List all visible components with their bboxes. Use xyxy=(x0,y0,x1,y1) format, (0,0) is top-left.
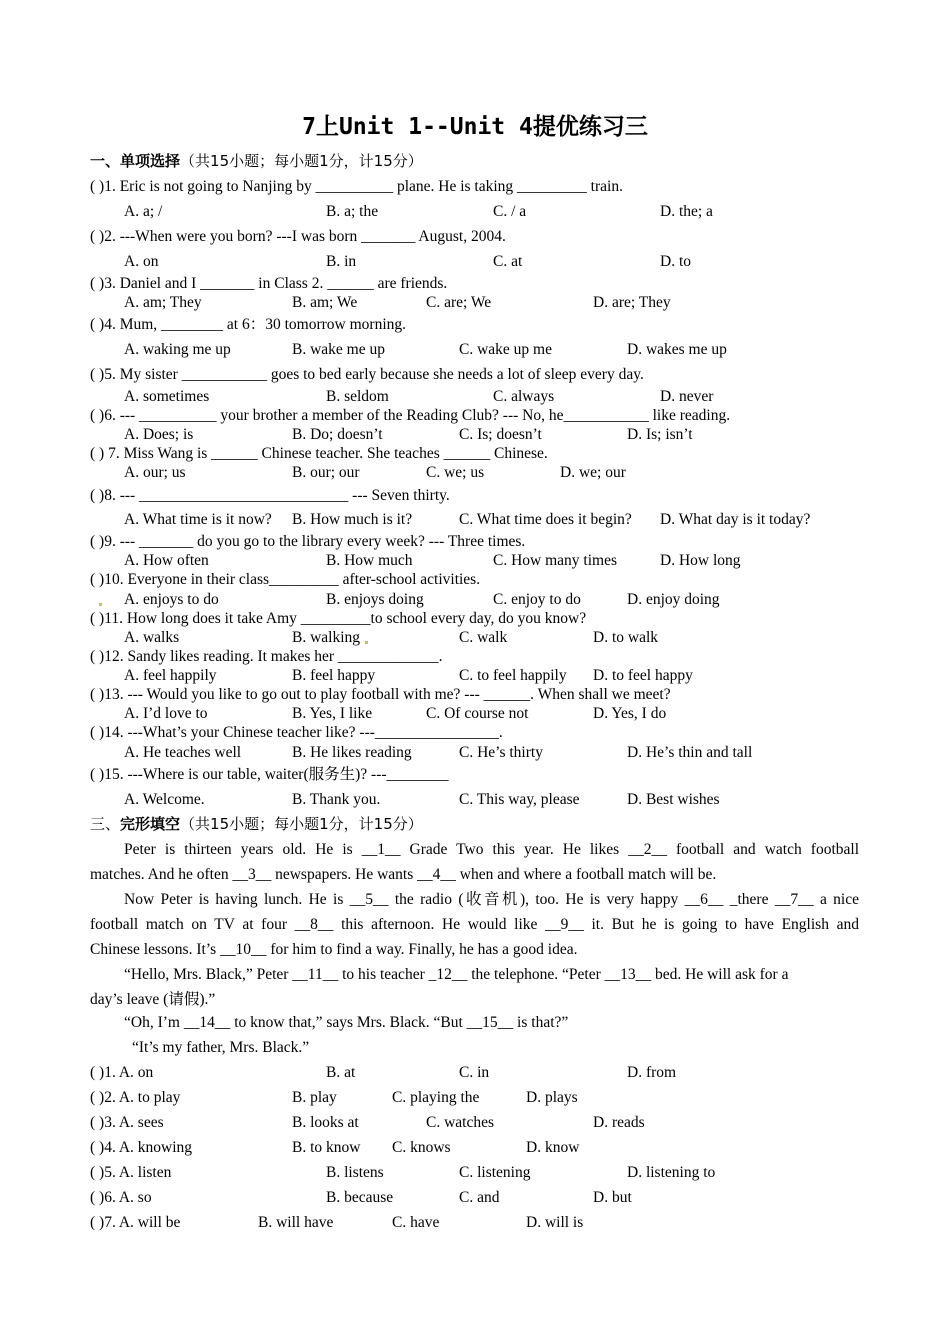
question-1-option-d[interactable]: D. the; a xyxy=(660,203,713,220)
question-11-option-a[interactable]: A. walks xyxy=(124,629,180,646)
question-15-option-b[interactable]: B. Thank you. xyxy=(292,791,381,808)
question-10-option-b[interactable]: B. enjoys doing xyxy=(326,591,424,608)
cloze-7-option-d[interactable]: D. will is xyxy=(526,1214,584,1231)
question-1-option-a[interactable]: A. a; / xyxy=(124,203,163,220)
question-8-option-b[interactable]: B. How much is it? xyxy=(292,511,413,528)
cloze-3-option-c[interactable]: C. watches xyxy=(426,1114,495,1131)
cloze-4-stem[interactable]: ( )4. A. knowing xyxy=(90,1139,193,1156)
stray-mark xyxy=(365,641,368,644)
question-3-option-b[interactable]: B. am; We xyxy=(292,294,358,311)
section-1-heading xyxy=(90,151,423,171)
question-9-option-d[interactable]: D. How long xyxy=(660,552,741,569)
cloze-7-stem[interactable]: ( )7. A. will be xyxy=(90,1214,181,1231)
cloze-4-option-c[interactable]: C. knows xyxy=(392,1139,451,1156)
question-9-stem: ( )9. --- _______ do you go to the library every week? --- Three times. xyxy=(90,533,526,550)
passage-paragraph-1 xyxy=(90,837,859,887)
section-1-number: 一、 xyxy=(90,152,121,170)
question-2-option-c[interactable]: C. at xyxy=(493,253,523,270)
question-12-stem: ( )12. Sandy likes reading. It makes her _____________. xyxy=(90,648,443,665)
question-1-stem: ( )1. Eric is not going to Nanjing by __________ plane. He is taking _________ train. xyxy=(90,178,623,195)
question-8-option-a[interactable]: A. What time is it now? xyxy=(124,511,272,528)
question-14-option-b[interactable]: B. He likes reading xyxy=(292,744,412,761)
question-4-option-a[interactable]: A. waking me up xyxy=(124,341,231,358)
question-13-stem: ( )13. --- Would you like to go out to play football with me? --- ______. When shall we meet? xyxy=(90,686,671,703)
question-6-option-a[interactable]: A. Does; is xyxy=(124,426,194,443)
question-10-stem: ( )10. Everyone in their class_________ after-school activities. xyxy=(90,571,481,588)
question-10-option-d[interactable]: D. enjoy doing xyxy=(627,591,720,608)
question-13-option-d[interactable]: D. Yes, I do xyxy=(593,705,667,722)
cloze-2-option-d[interactable]: D. plays xyxy=(526,1089,578,1106)
passage-paragraph-3 xyxy=(90,962,859,1012)
question-12-option-b[interactable]: B. feel happy xyxy=(292,667,376,684)
question-8-stem: ( )8. --- ___________________________ --- Seven thirty. xyxy=(90,487,450,504)
worksheet-title: 7上Unit 1--Unit 4提优练习三 xyxy=(302,114,648,140)
section-1-name: 单项选择 xyxy=(120,152,181,170)
cloze-5-stem[interactable]: ( )5. A. listen xyxy=(90,1164,172,1181)
cloze-6-stem[interactable]: ( )6. A. so xyxy=(90,1189,152,1206)
cloze-5-option-d[interactable]: D. listening to xyxy=(627,1164,716,1181)
question-9-option-c[interactable]: C. How many times xyxy=(493,552,617,569)
cloze-1-option-d[interactable]: D. from xyxy=(627,1064,677,1081)
question-6-stem: ( )6. --- __________ your brother a member of the Reading Club? --- No, he___________ like reading. xyxy=(90,407,731,424)
question-15-option-d[interactable]: D. Best wishes xyxy=(627,791,720,808)
passage-line: Peter is thirteen years old. He is __1__ Grade Two this year. He likes __2__ football and watch football xyxy=(124,841,859,858)
question-14-option-c[interactable]: C. He’s thirty xyxy=(459,744,543,761)
section-3-name: 完形填空 xyxy=(120,815,181,833)
cloze-5-option-b[interactable]: B. listens xyxy=(326,1164,384,1181)
question-14-option-a[interactable]: A. He teaches well xyxy=(124,744,242,761)
cloze-3-option-b[interactable]: B. looks at xyxy=(292,1114,359,1131)
cloze-2-option-b[interactable]: B. play xyxy=(292,1089,337,1106)
cloze-6-option-d[interactable]: D. but xyxy=(593,1189,632,1206)
question-2-option-a[interactable]: A. on xyxy=(124,253,159,270)
question-8-option-d[interactable]: D. What day is it today? xyxy=(660,511,811,528)
cloze-3-stem[interactable]: ( )3. A. sees xyxy=(90,1114,164,1131)
question-9-option-a[interactable]: A. How often xyxy=(124,552,209,569)
section-3-note: （共15小题；每小题1分，计15分） xyxy=(180,815,423,833)
question-3-option-c[interactable]: C. are; We xyxy=(426,294,492,311)
question-7-option-d[interactable]: D. we; our xyxy=(560,464,626,481)
question-14-option-d[interactable]: D. He’s thin and tall xyxy=(627,744,753,761)
question-3-option-d[interactable]: D. are; They xyxy=(593,294,671,311)
passage-line: Chinese lessons. It’s __10__ for him to find a way. Finally, he has a good idea. xyxy=(90,941,578,958)
cloze-7-option-c[interactable]: C. have xyxy=(392,1214,440,1231)
question-4-option-d[interactable]: D. wakes me up xyxy=(627,341,727,358)
question-6-option-c[interactable]: C. Is; doesn’t xyxy=(459,426,542,443)
question-9-option-b[interactable]: B. How much xyxy=(326,552,413,569)
cloze-4-option-d[interactable]: D. know xyxy=(526,1139,580,1156)
question-8-option-c[interactable]: C. What time does it begin? xyxy=(459,511,632,528)
question-10-option-a[interactable]: A. enjoys to do xyxy=(124,591,219,608)
question-6-option-d[interactable]: D. Is; isn’t xyxy=(627,426,693,443)
question-12-option-a[interactable]: A. feel happily xyxy=(124,667,217,684)
question-13-option-a[interactable]: A. I’d love to xyxy=(124,705,208,722)
question-13-option-c[interactable]: C. Of course not xyxy=(426,705,529,722)
cloze-6-option-b[interactable]: B. because xyxy=(326,1189,394,1206)
question-7-option-a[interactable]: A. our; us xyxy=(124,464,186,481)
cloze-5-option-c[interactable]: C. listening xyxy=(459,1164,531,1181)
question-2-stem: ( )2. ---When were you born? ---I was born _______ August, 2004. xyxy=(90,228,506,245)
passage-line: Now Peter is having lunch. He is __5__ the radio (收音机), too. He is very happy __6__ _there __7__ a nice xyxy=(124,891,859,908)
passage-paragraph-4: “Oh, I’m __14__ to know that,” says Mrs. Black. “But __15__ is that?” xyxy=(124,1014,569,1031)
question-7-stem: ( ) 7. Miss Wang is ______ Chinese teacher. She teaches ______ Chinese. xyxy=(90,445,548,462)
question-4-stem: ( )4. Mum, ________ at 6：30 tomorrow morning. xyxy=(90,316,407,333)
question-5-option-d[interactable]: D. never xyxy=(660,388,714,405)
cloze-1-option-b[interactable]: B. at xyxy=(326,1064,356,1081)
question-6-option-b[interactable]: B. Do; doesn’t xyxy=(292,426,383,443)
question-11-option-d[interactable]: D. to walk xyxy=(593,629,659,646)
question-10-option-c[interactable]: C. enjoy to do xyxy=(493,591,581,608)
cloze-6-option-c[interactable]: C. and xyxy=(459,1189,500,1206)
question-15-option-a[interactable]: A. Welcome. xyxy=(124,791,205,808)
cloze-1-option-c[interactable]: C. in xyxy=(459,1064,490,1081)
passage-paragraph-5: “It’s my father, Mrs. Black.” xyxy=(132,1039,310,1056)
cloze-1-stem[interactable]: ( )1. A. on xyxy=(90,1064,154,1081)
cloze-7-option-b[interactable]: B. will have xyxy=(258,1214,334,1231)
passage-line: matches. And he often __3__ newspapers. He wants __4__ when and where a football match will be. xyxy=(90,866,717,883)
question-7-option-c[interactable]: C. we; us xyxy=(426,464,485,481)
question-4-option-c[interactable]: C. wake up me xyxy=(459,341,552,358)
question-5-option-c[interactable]: C. always xyxy=(493,388,555,405)
question-3-stem: ( )3. Daniel and I _______ in Class 2. ______ are friends. xyxy=(90,275,448,292)
cloze-2-option-c[interactable]: C. playing the xyxy=(392,1089,480,1106)
question-11-option-c[interactable]: C. walk xyxy=(459,629,508,646)
question-7-option-b[interactable]: B. our; our xyxy=(292,464,360,481)
question-15-option-c[interactable]: C. This way, please xyxy=(459,791,580,808)
question-5-stem: ( )5. My sister ___________ goes to bed early because she needs a lot of sleep every day. xyxy=(90,366,644,383)
question-5-option-b[interactable]: B. seldom xyxy=(326,388,389,405)
passage-line: day’s leave (请假).” xyxy=(90,991,216,1008)
question-5-option-a[interactable]: A. sometimes xyxy=(124,388,210,405)
stray-mark xyxy=(99,603,102,606)
cloze-2-stem[interactable]: ( )2. A. to play xyxy=(90,1089,181,1106)
passage-line: football match on TV at four __8__ this afternoon. He would like __9__ it. But he is going to have English and xyxy=(90,916,859,933)
question-11-stem: ( )11. How long does it take Amy _________to school every day, do you know? xyxy=(90,610,587,627)
question-14-stem: ( )14. ---What’s your Chinese teacher like? ---________________. xyxy=(90,724,503,741)
question-15-stem: ( )15. ---Where is our table, waiter(服务生)? ---________ xyxy=(90,766,449,783)
section-3-heading xyxy=(90,814,423,834)
question-2-option-b[interactable]: B. in xyxy=(326,253,357,270)
question-12-option-d[interactable]: D. to feel happy xyxy=(593,667,693,684)
question-11-option-b[interactable]: B. walking xyxy=(292,629,361,646)
cloze-4-option-b[interactable]: B. to know xyxy=(292,1139,361,1156)
question-12-option-c[interactable]: C. to feel happily xyxy=(459,667,567,684)
question-2-option-d[interactable]: D. to xyxy=(660,253,691,270)
question-4-option-b[interactable]: B. wake me up xyxy=(292,341,385,358)
section-1-note: （共15小题；每小题1分，计15分） xyxy=(180,152,423,170)
cloze-3-option-d[interactable]: D. reads xyxy=(593,1114,645,1131)
section-3-number: 三、 xyxy=(90,815,121,833)
question-3-option-a[interactable]: A. am; They xyxy=(124,294,202,311)
question-1-option-b[interactable]: B. a; the xyxy=(326,203,379,220)
question-1-option-c[interactable]: C. / a xyxy=(493,203,527,220)
passage-paragraph-2 xyxy=(90,887,859,962)
passage-line: “Hello, Mrs. Black,” Peter __11__ to his teacher _12__ the telephone. “Peter __13__ bed. He will ask for a xyxy=(124,966,789,983)
question-13-option-b[interactable]: B. Yes, I like xyxy=(292,705,373,722)
